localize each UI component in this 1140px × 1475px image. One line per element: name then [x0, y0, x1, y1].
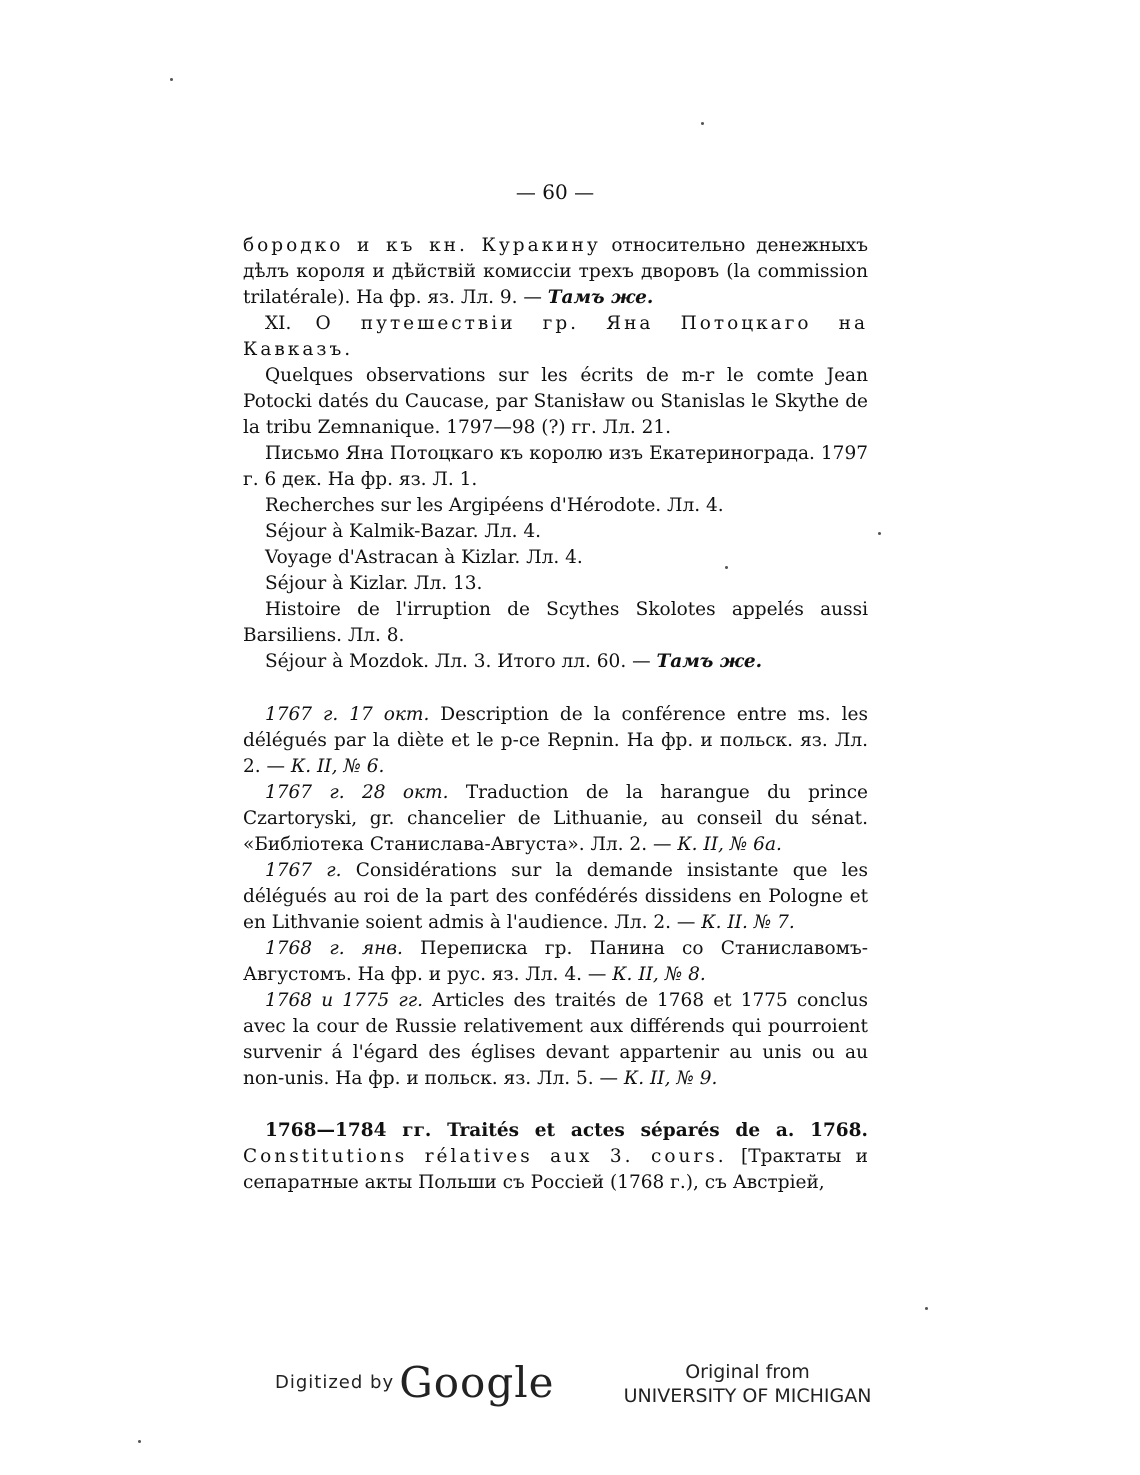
section-number: XI. — [265, 313, 316, 334]
entry-date: 1767 г. 28 окт. — [265, 782, 449, 803]
scan-speck — [725, 566, 728, 569]
digitized-by-google-watermark — [275, 1358, 555, 1407]
entry-date: 1767 г. 17 окт. — [265, 704, 430, 725]
text-block-kurakin-potocki — [243, 233, 868, 675]
spaced-title: Constitutions rélatives aux 3. cours. — [243, 1146, 727, 1167]
paragraph: Histoire de l'irruption de Scythes Skolotes appelés aussi Barsiliens. Лл. 8. — [243, 599, 868, 646]
entry-reference: К. II, № 8. — [612, 964, 706, 985]
paragraph — [243, 649, 868, 675]
original-from-label: Original from — [685, 1361, 810, 1383]
page-number: — 60 — — [515, 180, 595, 204]
paragraph — [243, 1118, 868, 1196]
entry-reference: К. II, № 6а. — [677, 834, 782, 855]
entry-date: 1767 г. — [265, 860, 342, 881]
section-title: О путешествіи гр. Яна Потоцкаго на Кавказъ. — [243, 313, 868, 360]
entry — [243, 702, 868, 780]
scan-speck — [925, 1307, 928, 1310]
text-span: Séjour à Mozdok. Лл. 3. Итого лл. 60. — — [265, 651, 657, 672]
text-span: [Трактаты и сепаратные акты Польши съ Россіей (1768 г.), съ Австріей, — [243, 1146, 869, 1193]
entry-date: 1768 г. янв. — [265, 938, 403, 959]
scan-speck — [170, 78, 173, 81]
paragraph — [243, 233, 868, 311]
entry-text: Traduction de la harangue du prince Czartoryski, gr. chancelier de Lithuanie, au conseil du sénat. «Библіотека Станислава-Августа». Лл. 2. — — [243, 782, 869, 855]
section-heading — [243, 311, 868, 363]
entry — [243, 858, 868, 936]
entry — [243, 988, 868, 1092]
entry — [243, 780, 868, 858]
university-label: UNIVERSITY OF MICHIGAN — [623, 1385, 872, 1407]
entry-date: 1768 и 1775 гг. — [265, 990, 423, 1011]
paragraph: Письмо Яна Потоцкаго къ королю изъ Екатеринограда. 1797 г. 6 дек. На фр. яз. Л. 1. — [243, 443, 868, 490]
reference: Тамъ же. — [547, 287, 654, 308]
reference: Тамъ же. — [656, 651, 763, 672]
entry-reference: К. II, № 6. — [290, 756, 385, 777]
scan-speck — [138, 1440, 141, 1443]
paragraph: Séjour à Kalmik-Bazar. Лл. 4. — [265, 521, 541, 542]
digitized-by-label: Digitized by — [275, 1372, 395, 1393]
scan-speck — [878, 532, 881, 535]
scan-speck — [701, 122, 704, 125]
text-span: бородко и къ кн. Куракину — [243, 235, 601, 256]
entry-reference: К. II. № 7. — [701, 912, 795, 933]
paragraph: Voyage d'Astracan à Kizlar. Лл. 4. — [265, 547, 583, 568]
text-block-treaties-1768-1784 — [243, 1118, 868, 1196]
entry — [243, 936, 868, 988]
text-span: относительно денежныхъ дѣлъ короля и дѣйствій комиссіи трехъ дворовъ (la commission trilatérale). На фр. яз. Лл. 9. — — [243, 235, 868, 308]
text-block-entries-1767-1775 — [243, 702, 868, 1092]
paragraph: Séjour à Kizlar. Лл. 13. — [265, 573, 483, 594]
entry-text: Переписка гр. Панина со Станиславомъ-Августомъ. На фр. и рус. яз. Лл. 4. — — [243, 938, 868, 985]
entry-text: Considérations sur la demande insistante que les délégués au roi de la part des confédérés dissidens en Pologne et en Lithvanie soient admis à l'audience. Лл. 2. — — [243, 860, 868, 933]
entry-text: Description de la conférence entre ms. les délégués par la diète et le p-ce Repnin. На фр. и польск. яз. Лл. 2. — — [243, 704, 868, 777]
entry-reference: К. II, № 9. — [623, 1068, 718, 1089]
entry-text: Articles des traités de 1768 et 1775 conclus avec la cour de Russie relativement aux différends qui pourroient survenir á l'égard des églises devant appartenir au unis ou au non-unis. На фр. и польск. яз. Лл. 5. — — [243, 990, 868, 1089]
paragraph: Recherches sur les Argipéens d'Hérodote. Лл. 4. — [265, 495, 724, 516]
google-logo: Google — [399, 1358, 555, 1407]
paragraph: Quelques observations sur les écrits de m-r le comte Jean Potocki datés du Caucase, par Stanisław ou Stanislas le Skythe de la tribu Zemnanique. 1797—98 (?) гг. Лл. 21. — [243, 365, 868, 438]
original-from-watermark — [615, 1360, 880, 1408]
heading-text: 1768—1784 гг. Traités et actes séparés de a. 1768. — [265, 1120, 868, 1141]
